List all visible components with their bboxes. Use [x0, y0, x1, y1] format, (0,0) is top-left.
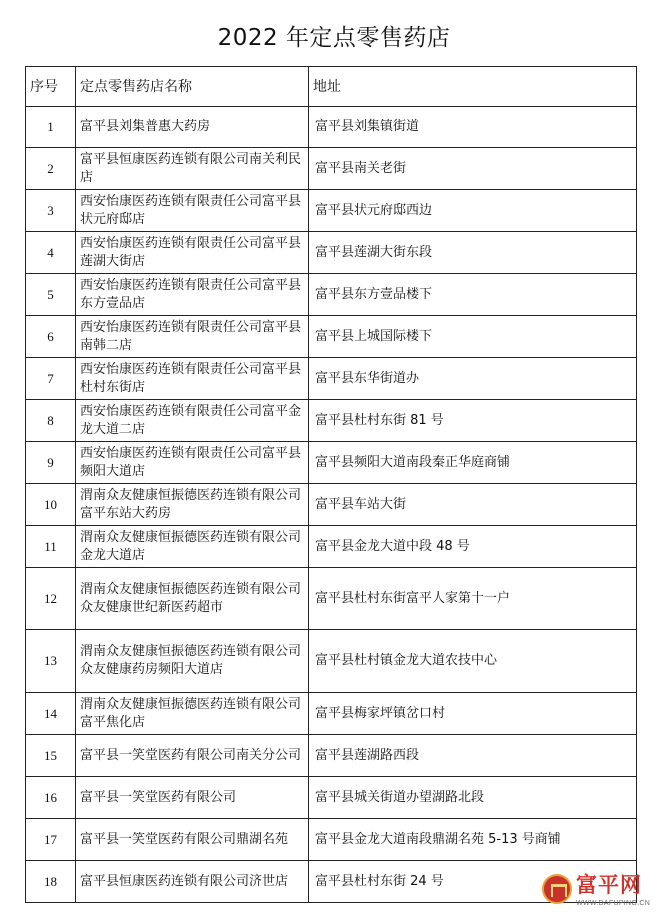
- row-address: 富平县莲湖路西段: [309, 735, 637, 777]
- row-store-name: 富平县恒康医药连锁有限公司济世店: [76, 861, 309, 903]
- table-row: [26, 274, 637, 316]
- row-store-name: 富平县一笑堂医药有限公司: [76, 777, 309, 819]
- row-index: 18: [26, 861, 76, 903]
- row-index: 13: [26, 630, 76, 693]
- row-address: 富平县上城国际楼下: [309, 316, 637, 358]
- watermark-url: WWW.DAFUPING.CN: [576, 900, 651, 907]
- row-index: 12: [26, 568, 76, 630]
- table-row: [26, 484, 637, 526]
- site-watermark: [542, 872, 664, 912]
- row-index: 8: [26, 400, 76, 442]
- row-index: 17: [26, 819, 76, 861]
- row-store-name: 西安怡康医药连锁有限责任公司富平金龙大道二店: [76, 400, 309, 442]
- table-row: [26, 568, 637, 630]
- row-store-name: 富平县一笑堂医药有限公司南关分公司: [76, 735, 309, 777]
- table-row: [26, 316, 637, 358]
- row-address: 富平县东华街道办: [309, 358, 637, 400]
- table-row: [26, 735, 637, 777]
- row-store-name: 渭南众友健康恒振德医药连锁有限公司富平东站大药房: [76, 484, 309, 526]
- row-address: 富平县杜村东街 24 号: [309, 861, 637, 903]
- header-index: 序号: [26, 67, 76, 107]
- table-row: [26, 148, 637, 190]
- row-address: 富平县金龙大道南段鼎湖名苑 5-13 号商铺: [309, 819, 637, 861]
- table-row: [26, 442, 637, 484]
- table-row: [26, 190, 637, 232]
- row-index: 7: [26, 358, 76, 400]
- row-address: 富平县车站大街: [309, 484, 637, 526]
- row-address: 富平县金龙大道中段 48 号: [309, 526, 637, 568]
- table-row: [26, 819, 637, 861]
- row-store-name: 西安怡康医药连锁有限责任公司富平县状元府邸店: [76, 190, 309, 232]
- row-index: 15: [26, 735, 76, 777]
- row-address: 富平县杜村东街 81 号: [309, 400, 637, 442]
- row-address: 富平县南关老街: [309, 148, 637, 190]
- row-address: 富平县城关街道办望湖路北段: [309, 777, 637, 819]
- row-index: 6: [26, 316, 76, 358]
- row-store-name: 渭南众友健康恒振德医药连锁有限公司众友健康药房频阳大道店: [76, 630, 309, 693]
- document-title: 2022 年定点零售药店: [217, 25, 451, 52]
- row-store-name: 富平县刘集普惠大药房: [76, 107, 309, 148]
- row-index: 3: [26, 190, 76, 232]
- row-address: 富平县刘集镇街道: [309, 107, 637, 148]
- row-store-name: 西安怡康医药连锁有限责任公司富平县杜村东街店: [76, 358, 309, 400]
- row-index: 5: [26, 274, 76, 316]
- row-address: 富平县梅家坪镇岔口村: [309, 693, 637, 735]
- table-row: [26, 526, 637, 568]
- header-address: 地址: [309, 67, 637, 107]
- row-store-name: 西安怡康医药连锁有限责任公司富平县南韩二店: [76, 316, 309, 358]
- table-row: [26, 400, 637, 442]
- table-row: [26, 107, 637, 148]
- row-store-name: 西安怡康医药连锁有限责任公司富平县东方壹品店: [76, 274, 309, 316]
- row-index: 11: [26, 526, 76, 568]
- table-header-row: [26, 67, 637, 107]
- watermark-brand: 富平网: [576, 873, 642, 897]
- row-store-name: 渭南众友健康恒振德医药连锁有限公司金龙大道店: [76, 526, 309, 568]
- row-index: 16: [26, 777, 76, 819]
- row-address: 富平县频阳大道南段秦正华庭商铺: [309, 442, 637, 484]
- row-address: 富平县状元府邸西边: [309, 190, 637, 232]
- table-row: [26, 358, 637, 400]
- row-address: 富平县杜村东街富平人家第十一户: [309, 568, 637, 630]
- row-store-name: 渭南众友健康恒振德医药连锁有限公司富平焦化店: [76, 693, 309, 735]
- row-store-name: 富平县恒康医药连锁有限公司南关利民店: [76, 148, 309, 190]
- row-index: 9: [26, 442, 76, 484]
- row-store-name: 富平县一笑堂医药有限公司鼎湖名苑: [76, 819, 309, 861]
- row-index: 2: [26, 148, 76, 190]
- row-address: 富平县东方壹品楼下: [309, 274, 637, 316]
- table-row: [26, 777, 637, 819]
- row-index: 14: [26, 693, 76, 735]
- header-name: 定点零售药店名称: [76, 67, 309, 107]
- row-store-name: 西安怡康医药连锁有限责任公司富平县莲湖大街店: [76, 232, 309, 274]
- pharmacy-table: [25, 66, 637, 903]
- table-row: [26, 693, 637, 735]
- row-address: 富平县杜村镇金龙大道农技中心: [309, 630, 637, 693]
- row-store-name: 西安怡康医药连锁有限责任公司富平县频阳大道店: [76, 442, 309, 484]
- row-index: 1: [26, 107, 76, 148]
- table-row: [26, 630, 637, 693]
- row-index: 10: [26, 484, 76, 526]
- row-address: 富平县莲湖大街东段: [309, 232, 637, 274]
- city-gate-logo-icon: [542, 874, 572, 904]
- table-row: [26, 232, 637, 274]
- row-index: 4: [26, 232, 76, 274]
- row-store-name: 渭南众友健康恒振德医药连锁有限公司众友健康世纪新医药超市: [76, 568, 309, 630]
